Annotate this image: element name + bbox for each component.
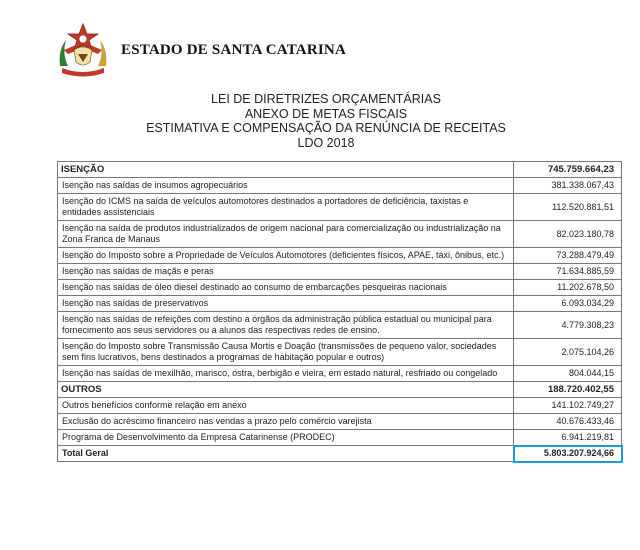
document-title	[0, 92, 640, 150]
table-row	[58, 398, 622, 414]
row-value: 2.075.104,26	[514, 339, 622, 366]
row-value: 112.520.881,51	[514, 194, 622, 221]
total-row	[58, 446, 622, 462]
row-value: 82.023.180,78	[514, 221, 622, 248]
row-label: Isenção nas saídas de refeições com destino a órgãos da administração pública estadual ou municipal para fornecimento aos seus servidores ou a alunos das respectivas redes de ensino.	[58, 312, 514, 339]
row-value: 381.338.067,43	[514, 178, 622, 194]
table-row	[58, 221, 622, 248]
title-line: LDO 2018	[297, 135, 355, 150]
table-row	[58, 312, 622, 339]
row-value: 4.779.308,23	[514, 312, 622, 339]
table-row	[58, 264, 622, 280]
row-value: 745.759.664,23	[514, 162, 622, 178]
table-row	[58, 366, 622, 382]
total-value-highlighted: 5.803.207.924,66	[514, 446, 622, 462]
table-row	[58, 414, 622, 430]
row-label: Isenção nas saídas de preservativos	[58, 296, 514, 312]
section-header-row	[58, 382, 622, 398]
row-label: Isenção do Imposto sobre a Propriedade de Veículos Automotores (deficientes físicos, APAE, táxi, ônibus, etc.)	[58, 248, 514, 264]
total-label: Total Geral	[58, 446, 514, 462]
row-value: 141.102.749,27	[514, 398, 622, 414]
row-value: 804.044,15	[514, 366, 622, 382]
row-label: Programa de Desenvolvimento da Empresa Catarinense (PRODEC)	[58, 430, 514, 446]
table-row	[58, 280, 622, 296]
row-label: Isenção na saída de produtos industrializados de origem nacional para comercialização ou industrialização na Zona Franca de Manaus	[58, 221, 514, 248]
row-label: Isenção do ICMS na saída de veículos automotores destinados a portadores de deficiência, taxistas e entidades assistenciais	[58, 194, 514, 221]
row-label: Outros benefícios conforme relação em anexo	[58, 398, 514, 414]
table-row	[58, 296, 622, 312]
state-name: ESTADO DE SANTA CATARINA	[121, 42, 346, 58]
table-row	[58, 430, 622, 446]
title-line: ESTIMATIVA E COMPENSAÇÃO DA RENÚNCIA DE RECEITAS	[146, 121, 506, 135]
row-value: 40.676.433,46	[514, 414, 622, 430]
row-value: 188.720.402,55	[514, 382, 622, 398]
row-label: Isenção do Imposto sobre Transmissão Causa Mortis e Doação (transmissões de pequeno valor, sociedades sem fins lucrativos, bens destinados a programas de habitação popular e outros)	[58, 339, 514, 366]
title-line: LEI DE DIRETRIZES ORÇAMENTÁRIAS	[211, 92, 441, 106]
tax-waiver-table	[57, 161, 622, 462]
section-header-row	[58, 162, 622, 178]
row-label: Isenção nas saídas de óleo diesel destinado ao consumo de embarcações pesqueiras nacionais	[58, 280, 514, 296]
row-value: 11.202.678,50	[514, 280, 622, 296]
table-row	[58, 339, 622, 366]
row-label: Isenção nas saídas de insumos agropecuários	[58, 178, 514, 194]
row-value: 73.288.479,49	[514, 248, 622, 264]
row-value: 71.634.885,59	[514, 264, 622, 280]
row-label: OUTROS	[58, 382, 514, 398]
row-value: 6.093.034,29	[514, 296, 622, 312]
table-row	[58, 178, 622, 194]
state-coat-of-arms-icon	[54, 20, 112, 80]
title-line: ANEXO DE METAS FISCAIS	[244, 106, 408, 121]
row-label: Isenção nas saídas de mexilhão, marisco, ostra, berbigão e vieira, em estado natural, resfriado ou congelado	[58, 366, 514, 382]
row-label: ISENÇÃO	[58, 162, 514, 178]
table-row	[58, 248, 622, 264]
row-value: 6.941.219,81	[514, 430, 622, 446]
row-label: Isenção nas saídas de maçãs e peras	[58, 264, 514, 280]
row-label: Exclusão do acréscimo financeiro nas vendas a prazo pelo comércio varejista	[58, 414, 514, 430]
table-row	[58, 194, 622, 221]
